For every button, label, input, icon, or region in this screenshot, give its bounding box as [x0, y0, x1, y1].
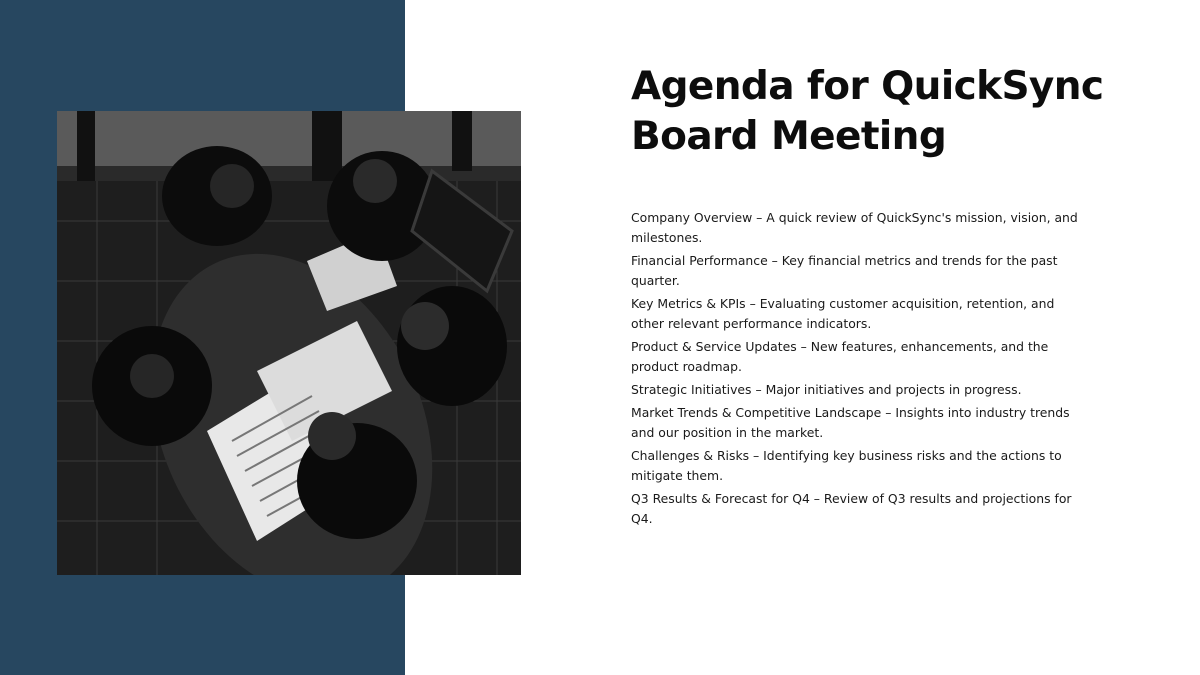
meeting-photo: [57, 111, 521, 575]
agenda-list: [631, 208, 1086, 532]
agenda-item: Company Overview – A quick review of QuickSync's mission, vision, and milestones.: [631, 210, 1078, 245]
agenda-item: Product & Service Updates – New features, enhancements, and the product roadmap.: [631, 339, 1049, 374]
agenda-item: Q3 Results & Forecast for Q4 – Review of Q3 results and projections for Q4.: [631, 491, 1072, 526]
agenda-item: Challenges & Risks – Identifying key business risks and the actions to mitigate them.: [631, 448, 1062, 483]
agenda-item: Financial Performance – Key financial metrics and trends for the past quarter.: [631, 253, 1058, 288]
agenda-item: Market Trends & Competitive Landscape – Insights into industry trends and our position in the market.: [631, 405, 1070, 440]
slide-title: Agenda for QuickSync Board Meeting: [631, 64, 1104, 159]
agenda-item: Strategic Initiatives – Major initiatives and projects in progress.: [631, 382, 1022, 397]
agenda-item: Key Metrics & KPIs – Evaluating customer acquisition, retention, and other relevant performance indicators.: [631, 296, 1055, 331]
